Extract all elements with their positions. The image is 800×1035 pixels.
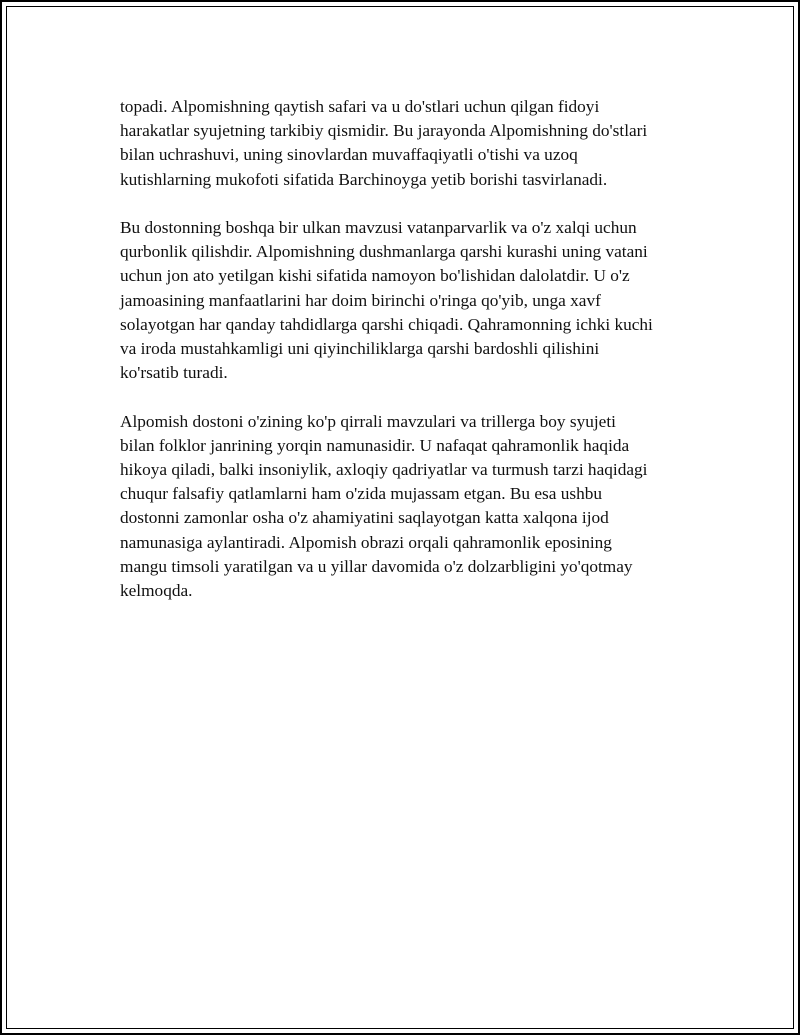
paragraph-3 bbox=[120, 410, 700, 604]
text-line: topadi. Alpomishning qaytish safari va u do'stlari uchun qilgan fidoyi bbox=[120, 97, 600, 116]
document-body bbox=[120, 95, 700, 627]
text-line: uchun jon ato yetilgan kishi sifatida namoyon bo'lishidan dalolatdir. U o'z bbox=[120, 266, 630, 286]
text-line: jamoasining manfaatlarini har doim birinchi o'ringa qo'yib, unga xavf bbox=[120, 290, 601, 310]
text-line: bilan folklor janrining yorqin namunasidir. U nafaqat qahramonlik haqida bbox=[120, 435, 630, 455]
paragraph-2 bbox=[120, 216, 700, 385]
text-line: harakatlar syujetning tarkibiy qismidir. Bu jarayonda Alpomishning do'stlari bbox=[120, 121, 648, 141]
text-line: Alpomish dostoni o'zining ko'p qirrali mavzulari va trillerga boy syujeti bbox=[120, 411, 616, 431]
text-line: solayotgan har qanday tahdidlarga qarshi chiqadi. Qahramonning ichki kuchi bbox=[120, 314, 653, 334]
text-line: kutishlarning mukofoti sifatida Barchinoyga yetib borishi tasvirlanadi. bbox=[120, 169, 608, 189]
text-line: bilan uchrashuvi, uning sinovlardan muvaffaqiyatli o'tishi va uzoq bbox=[120, 145, 578, 165]
text-line: dostonni zamonlar osha o'z ahamiyatini saqlayotgan katta xalqona ijod bbox=[120, 508, 609, 528]
text-line: kelmoqda. bbox=[120, 581, 193, 601]
text-line: qurbonlik qilishdir. Alpomishning dushmanlarga qarshi kurashi uning vatani bbox=[120, 242, 648, 262]
text-line: Bu dostonning boshqa bir ulkan mavzusi vatanparvarlik va o'z xalqi uchun bbox=[120, 218, 637, 237]
text-line: va iroda mustahkamligi uni qiyinchiliklarga qarshi bardoshli qilishini bbox=[120, 339, 600, 359]
text-line: chuqur falsafiy qatlamlarni ham o'zida mujassam etgan. Bu esa ushbu bbox=[120, 484, 603, 504]
paragraph-1 bbox=[120, 95, 700, 192]
text-line: ko'rsatib turadi. bbox=[120, 363, 228, 383]
text-line: namunasiga aylantiradi. Alpomish obrazi orqali qahramonlik eposining bbox=[120, 532, 612, 552]
text-line: hikoya qiladi, balki insoniylik, axloqiy qadriyatlar va turmush tarzi haqidagi bbox=[120, 460, 648, 480]
text-line: mangu timsoli yaratilgan va u yillar davomida o'z dolzarbligini yo'qotmay bbox=[120, 556, 633, 576]
